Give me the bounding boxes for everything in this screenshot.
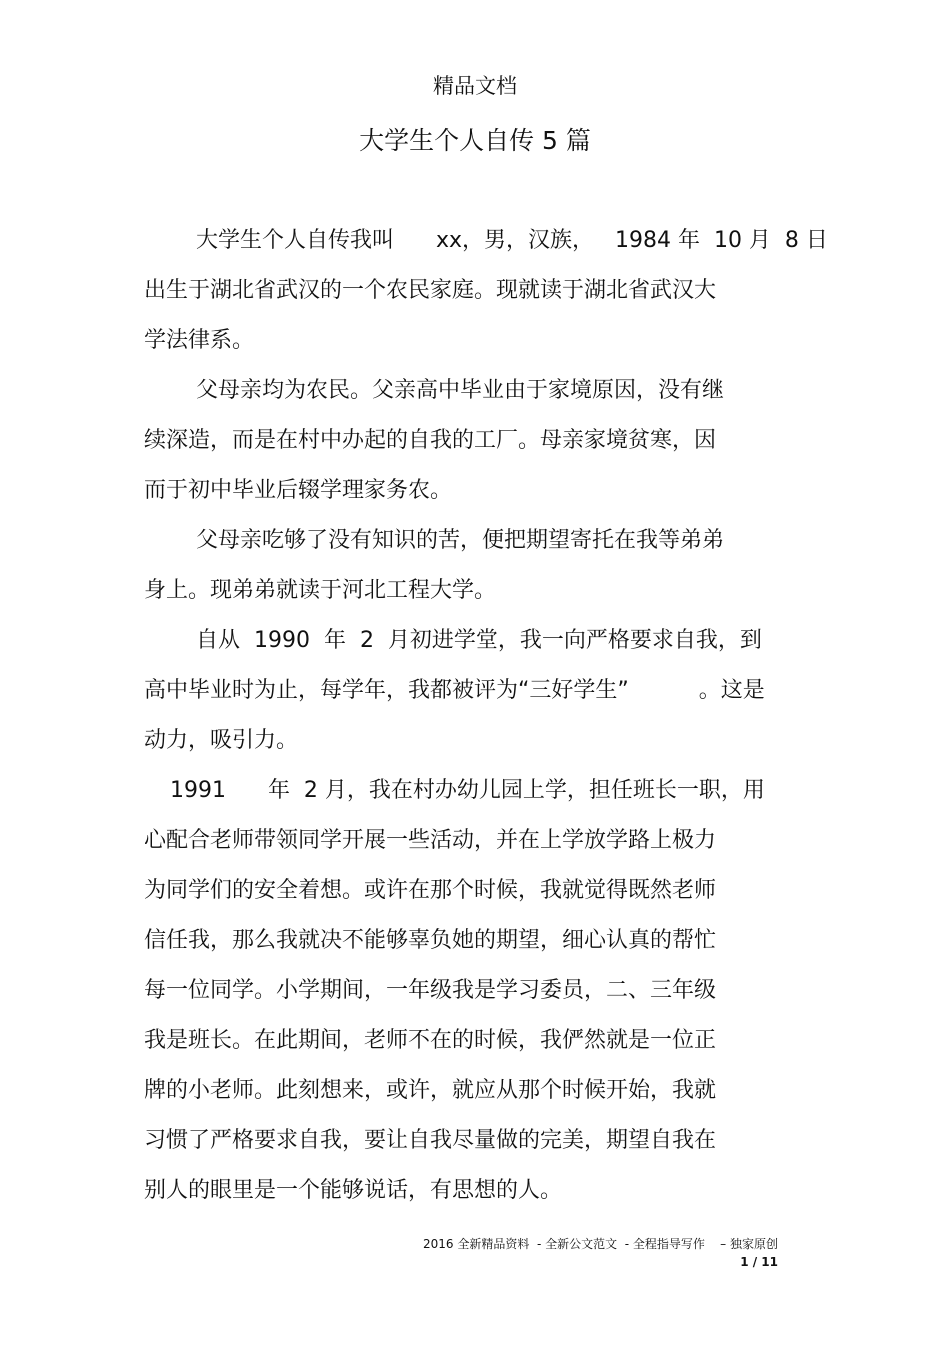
- body-line: 父母亲均为农民。父亲高中毕业由于家境原因，没有继: [196, 378, 725, 403]
- body-line: 身上。现弟弟就读于河北工程大学。: [144, 578, 497, 603]
- body-line: 我是班长。在此期间，老师不在的时候，我俨然就是一位正: [144, 1028, 717, 1053]
- body-line: 每一位同学。小学期间，一年级我是学习委员，二、三年级: [144, 978, 717, 1003]
- body-line: 自从 1990 年 2 月初进学堂，我一向严格要求自我，到: [196, 628, 762, 653]
- body-line: 高中毕业时为止，每学年，我都被评为“三好学生” 。这是: [144, 678, 765, 703]
- body-line: 父母亲吃够了没有知识的苦，便把期望寄托在我等弟弟: [196, 528, 725, 553]
- body-line: 习惯了严格要求自我，要让自我尽量做的完美，期望自我在: [144, 1128, 717, 1153]
- body-line: 出生于湖北省武汉的一个农民家庭。现就读于湖北省武汉大: [144, 278, 717, 303]
- body-line: 动力，吸引力。: [144, 728, 299, 753]
- page-number: 1 / 11: [740, 1255, 778, 1269]
- body-line: 别人的眼里是一个能够说话，有思想的人。: [144, 1178, 563, 1203]
- body-line: 为同学们的安全着想。或许在那个时候，我就觉得既然老师: [144, 878, 717, 903]
- body-line: 续深造，而是在村中办起的自我的工厂。母亲家境贫寒，因: [144, 428, 717, 453]
- body-line: 1991 年 2 月，我在村办幼儿园上学，担任班长一职，用: [170, 778, 765, 803]
- body-line: 学法律系。: [144, 328, 255, 353]
- body-line: 心配合老师带领同学开展一些活动，并在上学放学路上极力: [144, 828, 717, 853]
- body-line: 牌的小老师。此刻想来，或许，就应从那个时候开始，我就: [144, 1078, 717, 1103]
- document-title: 大学生个人自传 5 篇: [359, 126, 591, 155]
- body-line: 而于初中毕业后辍学理家务农。: [144, 478, 453, 503]
- footer-note: 2016 全新精品资料 - 全新公文范文 - 全程指导写作 – 独家原创: [423, 1237, 778, 1251]
- page-header: 精品文档: [433, 74, 517, 98]
- body-line: 信任我，那么我就决不能够辜负她的期望，细心认真的帮忙: [144, 928, 717, 953]
- body-line: 大学生个人自传我叫 xx，男，汉族， 1984 年 10 月 8 日: [196, 228, 828, 253]
